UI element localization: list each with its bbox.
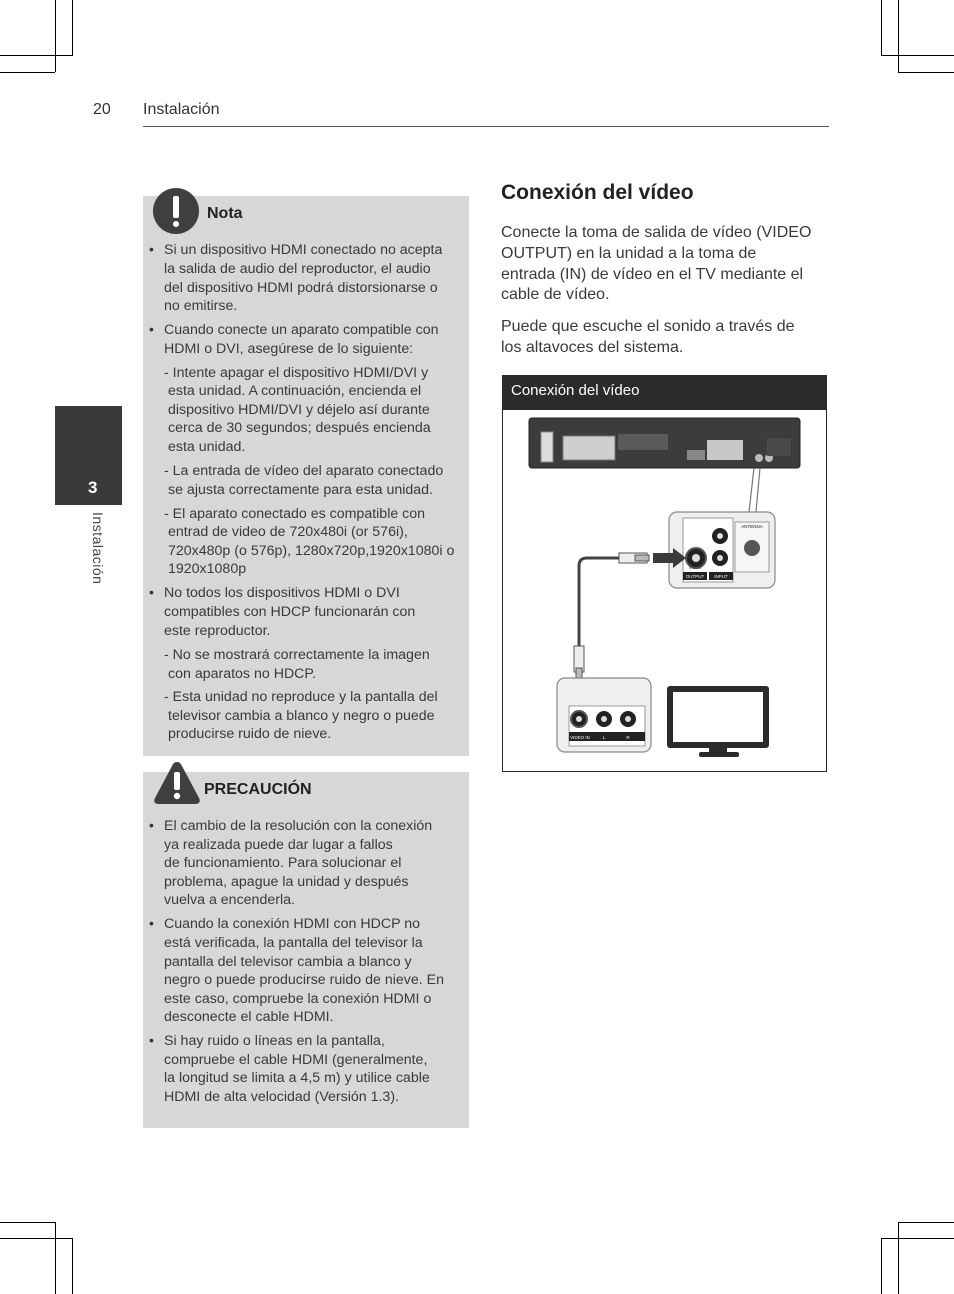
tv-video-in-label: VIDEO IN — [570, 735, 590, 740]
page-number: 20 — [93, 101, 111, 118]
note-line: - Intente apagar el dispositivo HDMI/DVI y — [164, 365, 429, 381]
crop-mark — [0, 72, 55, 73]
caution-line: Si hay ruido o líneas en la pantalla, — [164, 1033, 385, 1049]
caution-line: HDMI de alta velocidad (Versión 1.3). — [164, 1089, 399, 1105]
body-line: los altavoces del sistema. — [501, 339, 684, 356]
note-line: producirse ruido de nieve. — [168, 726, 332, 742]
bullet: • — [149, 321, 154, 337]
warning-triangle-icon — [152, 760, 202, 806]
note-line: - Esta unidad no reproduce y la pantalla del — [164, 689, 438, 705]
caution-line: desconecte el cable HDMI. — [164, 1009, 334, 1025]
note-line: no emitirse. — [164, 298, 238, 314]
crop-mark — [881, 1238, 954, 1239]
note-line: - No se mostrará correctamente la imagen — [164, 647, 430, 663]
note-line: Si un dispositivo HDMI conectado no acepta — [164, 242, 443, 258]
body-line: Puede que escuche el sonido a través de — [501, 318, 795, 335]
body-line: entrada (IN) de vídeo en el TV mediante el — [501, 266, 804, 283]
tv-r-label: R — [626, 735, 630, 740]
bullet: • — [149, 584, 154, 600]
crop-mark — [0, 1238, 72, 1239]
note-line: HDMI o DVI, asegúrese de lo siguiente: — [164, 341, 414, 357]
crop-mark — [0, 1222, 55, 1223]
note-line: 720x480p (o 576p), 1280x720p,1920x1080i o — [168, 543, 455, 559]
crop-mark — [898, 1222, 899, 1294]
note-line: dispositivo HDMI/DVI y déjelo así durante — [168, 402, 430, 418]
section-title: Instalación — [143, 101, 220, 118]
note-title: Nota — [207, 205, 243, 222]
jack-video-label: VIDEO — [688, 565, 702, 570]
chapter-number: 3 — [88, 478, 98, 497]
note-line: televisor cambia a blanco y negro o puede — [168, 708, 435, 724]
crop-mark — [881, 55, 954, 56]
jack-output-label: OUTPUT — [685, 574, 705, 579]
caution-line: este caso, compruebe la conexión HDMI o — [164, 991, 432, 1007]
bullet: • — [149, 1032, 154, 1048]
caution-line: pantalla del televisor cambia a blanco y — [164, 954, 412, 970]
caution-line: compruebe el cable HDMI (generalmente, — [164, 1052, 428, 1068]
body-line: cable de vídeo. — [501, 286, 610, 303]
bullet: • — [149, 915, 154, 931]
caution-line: Cuando la conexión HDMI con HDCP no — [164, 916, 421, 932]
caution-line: El cambio de la resolución con la conexión — [164, 818, 433, 834]
caution-line: problema, apague la unidad y después — [164, 874, 409, 890]
note-line: la salida de audio del reproductor, el audio — [164, 261, 431, 277]
caution-line: la longitud se limita a 4,5 m) y utilice cable — [164, 1070, 430, 1086]
crop-mark — [72, 0, 73, 56]
crop-mark — [881, 0, 882, 56]
crop-mark — [0, 55, 72, 56]
note-line: del dispositivo HDMI podrá distorsionarse o — [164, 280, 438, 296]
note-line: entrad de video de 720x480i (or 576i), — [168, 524, 408, 540]
note-line: se ajusta correctamente para esta unidad. — [168, 482, 433, 498]
chapter-label: Instalación — [90, 512, 106, 585]
section-heading: Conexión del vídeo — [501, 181, 694, 204]
crop-mark — [898, 72, 954, 73]
jack-input-label: INPUT — [714, 574, 728, 579]
figure-caption: Conexión del vídeo — [511, 382, 640, 399]
crop-mark — [55, 1222, 56, 1294]
figure-caption-bar — [503, 376, 826, 410]
note-line: cerca de 30 segundos; después encienda — [168, 420, 431, 436]
bullet: • — [149, 241, 154, 257]
crop-mark — [881, 1238, 882, 1294]
crop-mark — [898, 1222, 954, 1223]
connection-figure — [502, 375, 827, 772]
note-line: No todos los dispositivos HDMI o DVI — [164, 585, 400, 601]
note-line: - El aparato conectado es compatible con — [164, 506, 426, 522]
note-line: con aparatos no HDCP. — [168, 666, 317, 682]
antenna-label: ANTENNA — [741, 524, 763, 529]
body-line: Conecte la toma de salida de vídeo (VIDEO — [501, 224, 812, 241]
note-line: Cuando conecte un aparato compatible con — [164, 322, 439, 338]
bullet: • — [149, 817, 154, 833]
caution-line: vuelva a encenderla. — [164, 892, 295, 908]
note-line: - La entrada de vídeo del aparato conectado — [164, 463, 444, 479]
note-line: esta unidad. — [168, 439, 246, 455]
caution-title: PRECAUCIÓN — [204, 781, 312, 798]
tv-l-label: L — [602, 735, 606, 740]
caution-line: de funcionamiento. Para solucionar el — [164, 855, 402, 871]
exclamation-circle-icon — [153, 188, 199, 234]
note-line: este reproductor. — [164, 623, 271, 639]
crop-mark — [898, 0, 899, 72]
note-line: 1920x1080p — [168, 561, 247, 577]
caution-line: negro o puede producirse ruido de nieve. En — [164, 972, 445, 988]
crop-mark — [72, 1238, 73, 1294]
header-divider — [143, 126, 829, 127]
video-cable — [579, 558, 623, 660]
note-line: compatibles con HDCP funcionarán con — [164, 604, 416, 620]
body-line: OUTPUT) en la unidad a la toma de — [501, 245, 757, 262]
connection-diagram — [503, 410, 825, 770]
caution-line: está verificada, la pantalla del televisor la — [164, 935, 423, 951]
crop-mark — [55, 0, 56, 72]
caution-line: ya realizada puede dar lugar a fallos — [164, 837, 393, 853]
note-line: esta unidad. A continuación, encienda el — [168, 383, 422, 399]
